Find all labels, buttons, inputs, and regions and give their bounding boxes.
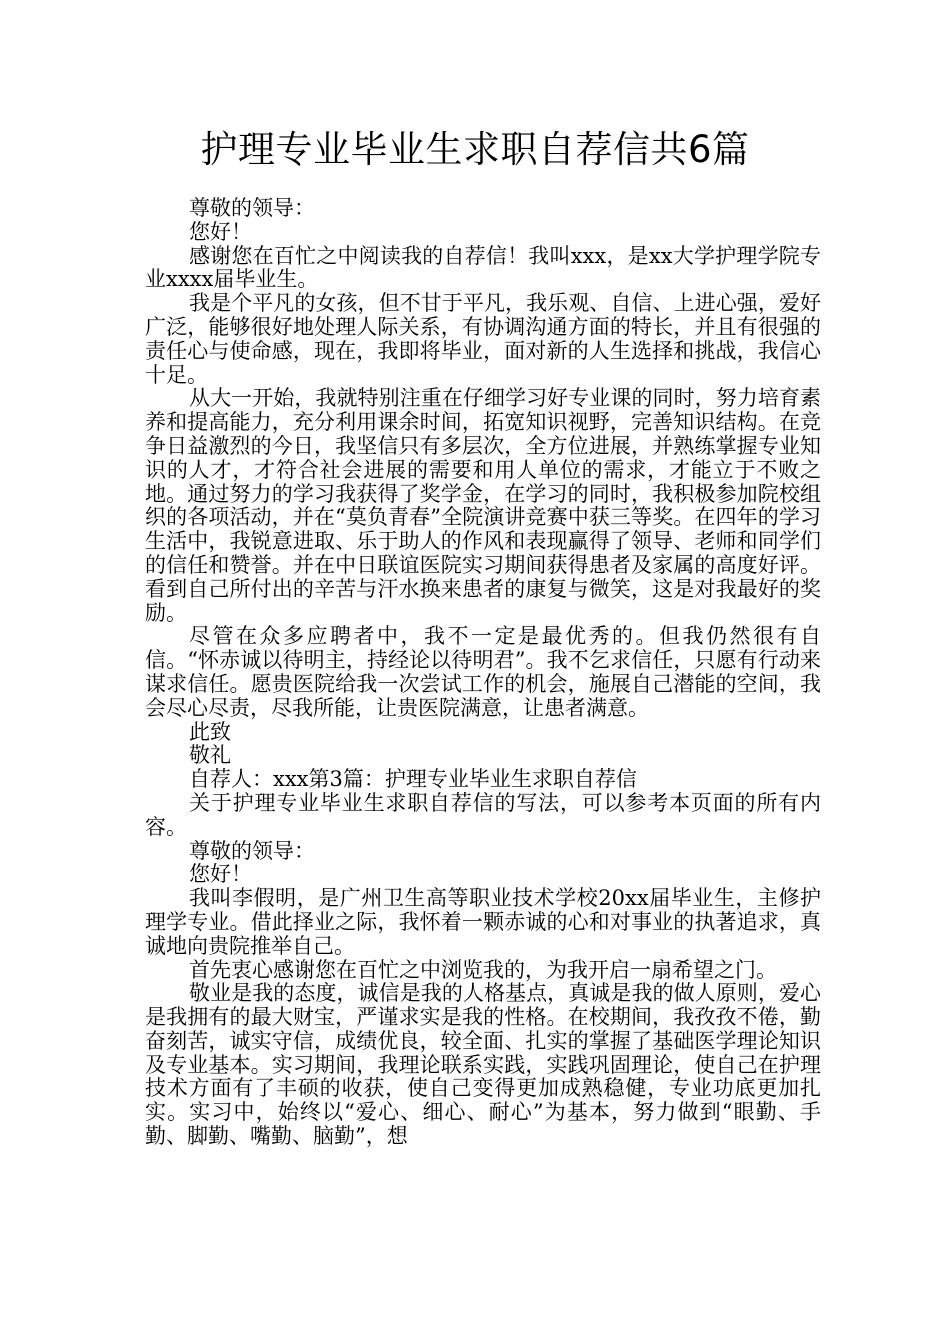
paragraph-introduction: 感谢您在百忙之中阅读我的自荐信！我叫xxx，是xx大学护理学院专业xxxx届毕业生。 [145,243,821,292]
paragraph-signature-section-heading: 自荐人：xxx第3篇：护理专业毕业生求职自荐信 [189,767,637,792]
paragraph-greeting: 您好！ [189,219,252,244]
paragraph-cizhi: 此致 [189,719,231,744]
paragraph-greeting-2: 您好！ [189,862,252,887]
paragraph-salutation: 尊敬的领导： [189,196,315,220]
paragraph-section-note: 关于护理专业毕业生求职自荐信的写法，可以参考本页面的所有内容。 [145,790,821,839]
paragraph-thanks: 首先衷心感谢您在百忙之中浏览我的，为我开启一扇希望之门。 [189,957,777,982]
paragraph-closing-request: 尽管在众多应聘者中，我不一定是最优秀的。但我仍然很有自信。“怀赤诚以待明主，持经论以待明君”。我不乞求信任，只愿有行动来谋求信任。愿贵医院给我一次尝试工作的机会，施展自己潜能的空间，我会尽心尽责，尽我所能，让贵医院满意，让患者满意。 [145,624,821,720]
paragraph-study-experience: 从大一开始，我就特别注重在仔细学习好专业课的同时，努力培育素养和提高能力，充分利用课余时间，拓宽知识视野，完善知识结构。在竞争日益激烈的今日，我坚信只有多层次，全方位进展，并熟练掌握专业知识的人才，才符合社会进展的需要和用人单位的需求，才能立于不败之地。通过努力的学习我获得了奖学金，在学习的同时，我积极参加院校组织的各项活动，并在“莫负青春”全院演讲竞赛中获三等奖。在四年的学习生活中，我锐意进取、乐于助人的作风和表现赢得了领导、老师和同学们的信任和赞誉。并在中日联谊医院实习期间获得患者及家属的高度好评。看到自己所付出的辛苦与汗水换来患者的康复与微笑，这是对我最好的奖励。 [145,386,821,625]
paragraph-salutation-2: 尊敬的领导： [189,838,315,863]
paragraph-attitude: 敬业是我的态度，诚信是我的人格基点，真诚是我的做人原则，爱心是我拥有的最大财宝，严谨求实是我的性格。在校期间，我孜孜不倦，勤奋刻苦，诚实守信，成绩优良，较全面、扎实的掌握了基础医学理论知识及专业基本。实习期间，我理论联系实践，实践巩固理论，使自己在护理技术方面有了丰硕的收获，使自己变得更加成熟稳健，专业功底更加扎实。实习中，始终以“爱心、细心、耐心”为基本，努力做到“眼勤、手勤、脚勤、嘴勤、脑勤”，想 [145,981,821,1149]
paragraph-personality: 我是个平凡的女孩，但不甘于平凡，我乐观、自信、上进心强，爱好广泛，能够很好地处理人际关系，有协调沟通方面的特长，并且有很强的责任心与使命感，现在，我即将毕业，面对新的人生选择和挑战，我信心十足。 [145,291,821,387]
document-body [145,197,821,1149]
paragraph-introduction-2: 我叫李假明，是广州卫生高等职业技术学校20xx届毕业生，主修护理学专业。借此择业之际，我怀着一颗赤诚的心和对事业的执著追求，真诚地向贵院推举自己。 [145,886,821,958]
document-title: 护理专业毕业生求职自荐信共6篇 [200,128,750,171]
paragraph-jingli: 敬礼 [189,743,231,768]
